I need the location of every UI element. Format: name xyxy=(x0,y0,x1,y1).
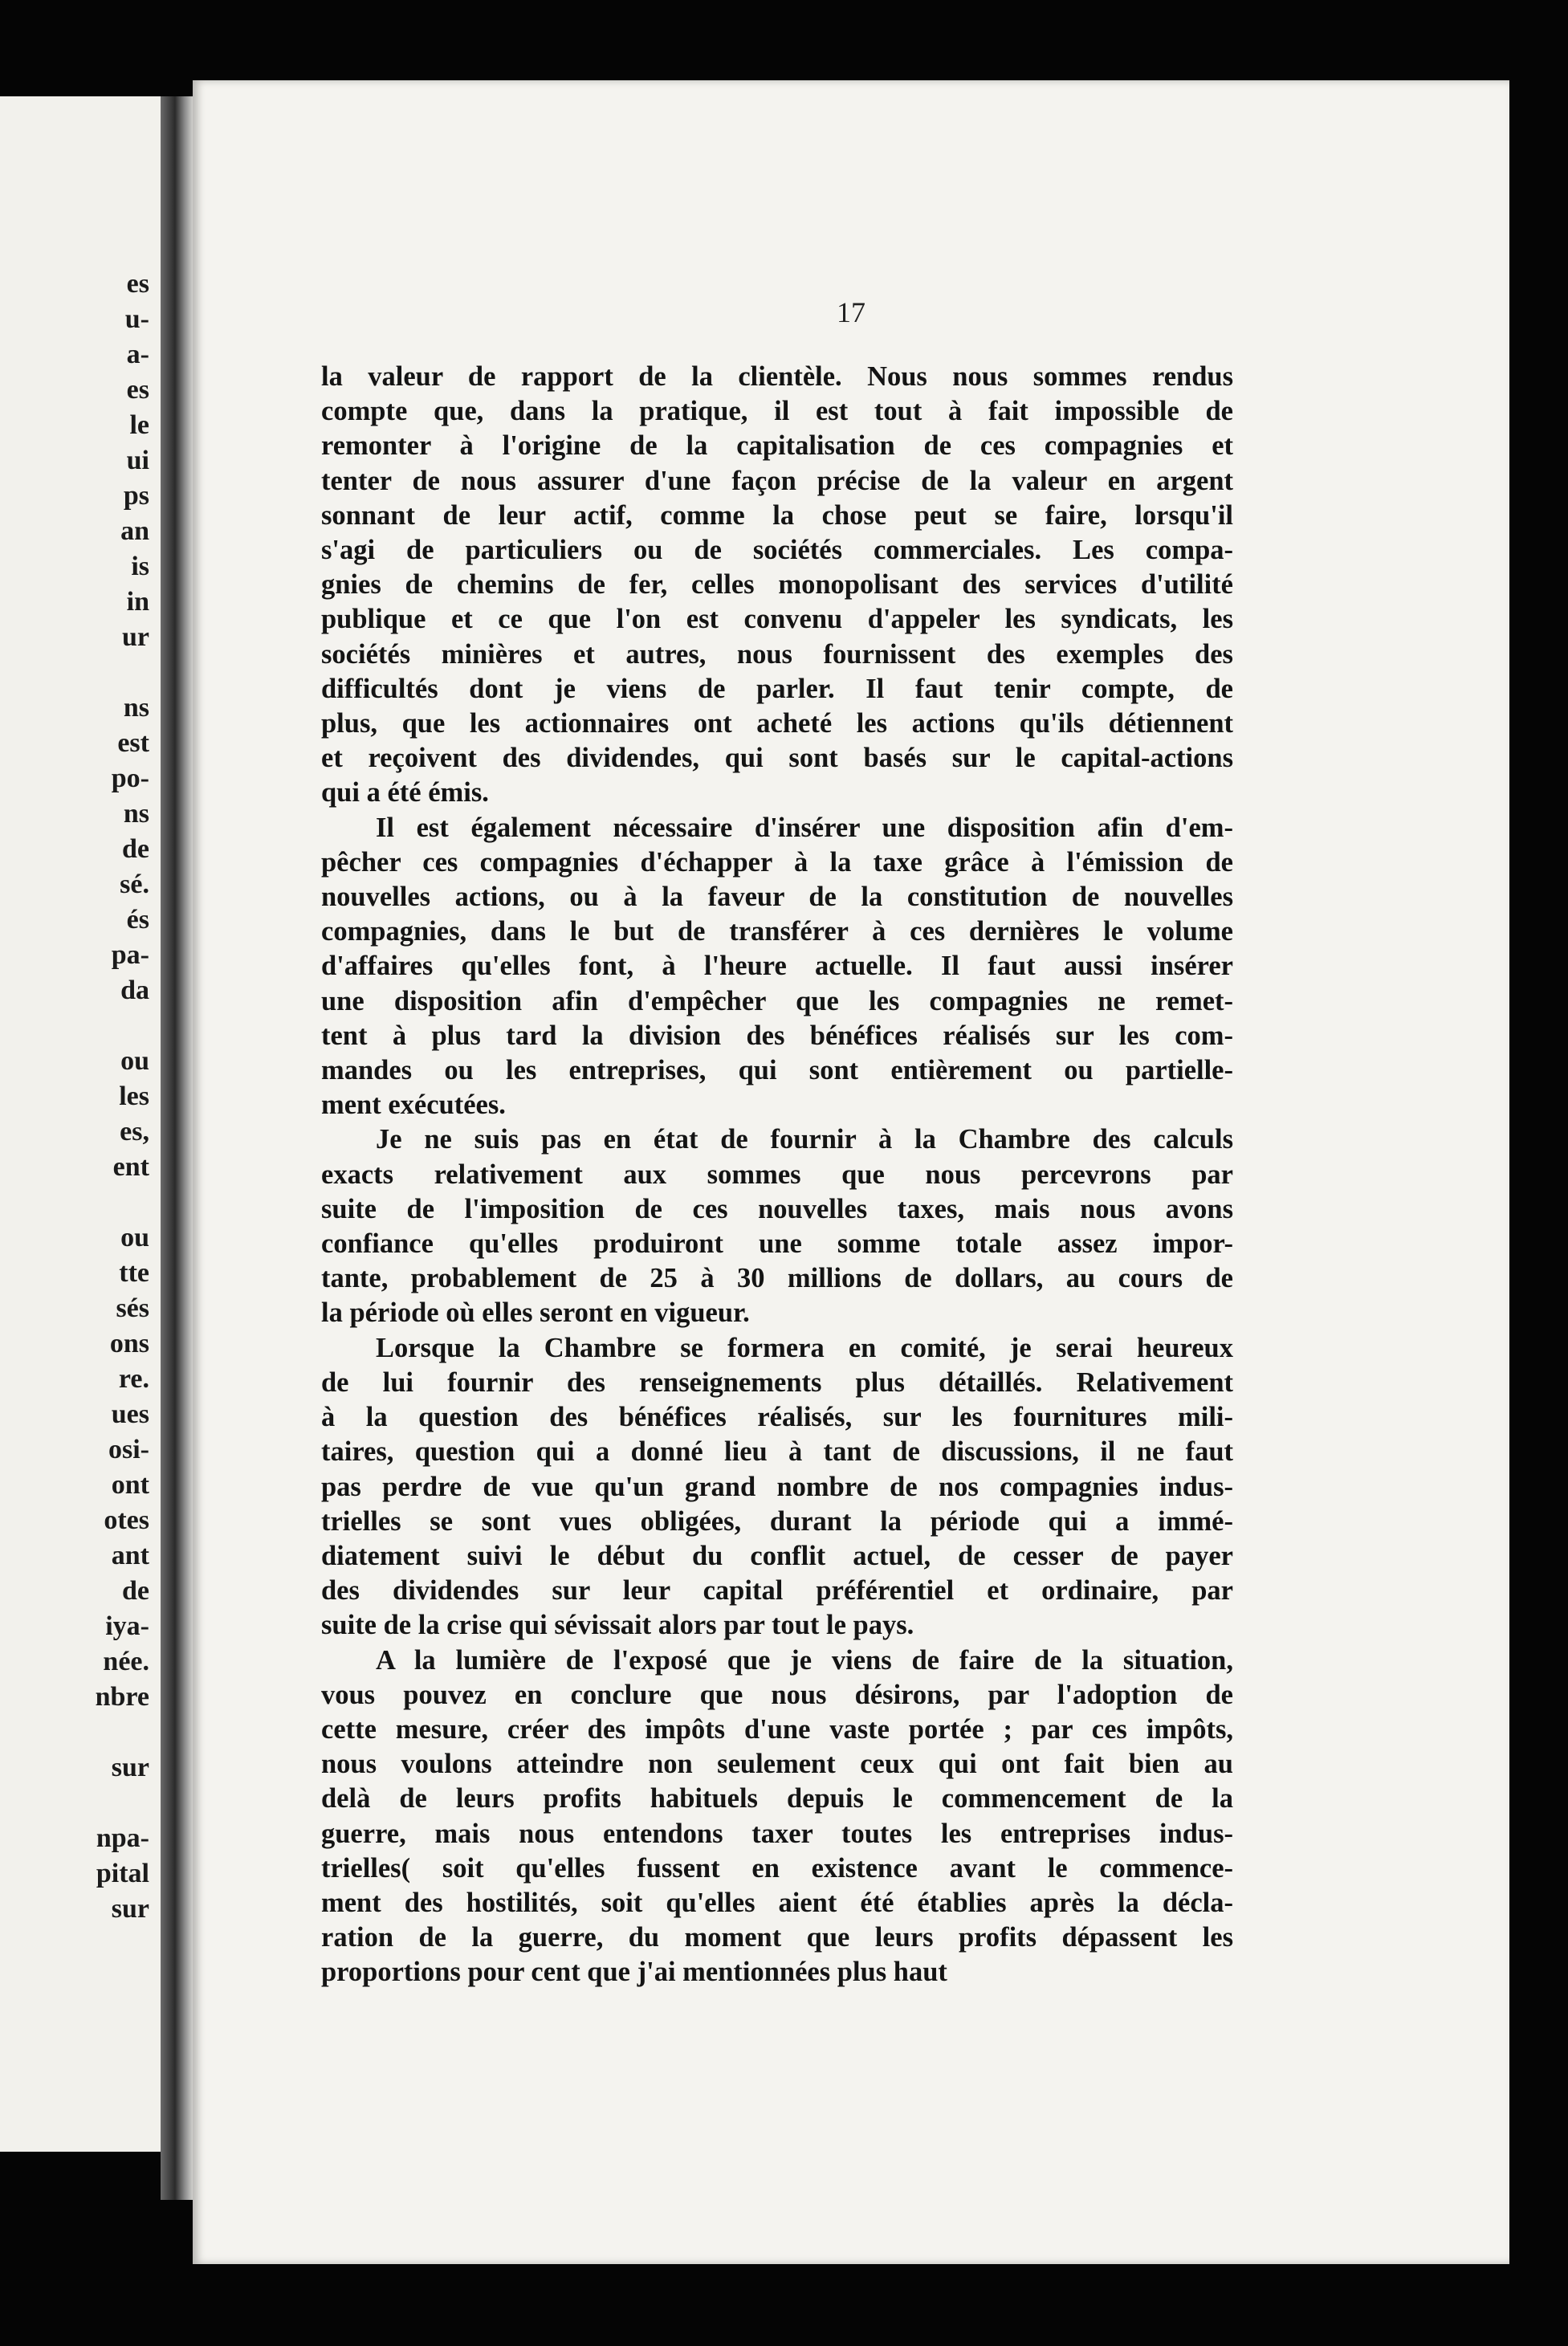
left-page-fragment: tte xyxy=(119,1258,149,1288)
left-page-fragment: da xyxy=(120,975,149,1005)
text-line: suite de l'imposition de ces nouvelles taxes, mais nous avons xyxy=(321,1193,1233,1224)
text-line: trielles( soit qu'elles fussent en existence avant le commence- xyxy=(321,1852,1233,1884)
left-page-fragment: ui xyxy=(126,446,149,475)
text-line: de lui fournir des renseignements plus détaillés. Relativement xyxy=(321,1366,1233,1398)
left-page-fragment: de xyxy=(122,1576,149,1606)
left-page-fragment: née. xyxy=(103,1647,149,1676)
left-page-fragment: ns xyxy=(123,799,149,829)
text-line: mandes ou les entreprises, qui sont entièrement ou partielle- xyxy=(321,1055,1233,1086)
text-line: nouvelles actions, ou à la faveur de la constitution de nouvelles xyxy=(321,882,1233,913)
text-line: ment exécutées. xyxy=(321,1090,506,1121)
text-line: difficultés dont je viens de parler. Il faut tenir compte, de xyxy=(321,673,1233,704)
text-line: tante, probablement de 25 à 30 millions de dollars, au cours de xyxy=(321,1263,1233,1294)
left-page-fragment: a- xyxy=(126,340,149,369)
left-page-fragment: ont xyxy=(111,1470,149,1500)
text-line: delà de leurs profits habituels depuis le commencement de la xyxy=(321,1783,1233,1814)
text-line: des dividendes sur leur capital préférentiel et ordinaire, par xyxy=(321,1575,1233,1607)
left-page-fragment: is xyxy=(131,552,149,581)
text-line: A la lumière de l'exposé que je viens de faire de la situation, xyxy=(376,1644,1233,1676)
text-line: Lorsque la Chambre se formera en comité, je serai heureux xyxy=(376,1332,1233,1363)
paragraph xyxy=(321,1122,1233,1330)
text-line: s'agi de particuliers ou de sociétés commerciales. Les compa- xyxy=(321,535,1233,566)
left-page-fragment: pital xyxy=(96,1859,149,1888)
text-line: pas perdre de vue qu'un grand nombre de nos compagnies indus- xyxy=(321,1471,1233,1502)
text-line: la période où elles seront en vigueur. xyxy=(321,1297,750,1329)
text-line: Je ne suis pas en état de fournir à la Chambre des calculs xyxy=(376,1124,1233,1155)
left-page-fragment: re. xyxy=(118,1364,149,1394)
left-page-fragment: ues xyxy=(111,1399,149,1429)
left-page-fragment: es xyxy=(126,375,149,405)
left-page-fragment: ns xyxy=(123,693,149,723)
left-page-fragment: est xyxy=(117,728,149,758)
left-page-fragment: iya- xyxy=(105,1611,149,1641)
paragraph xyxy=(321,360,1233,811)
left-page-fragment: ent xyxy=(112,1152,149,1182)
text-line: qui a été émis. xyxy=(321,777,489,808)
text-line: proportions pour cent que j'ai mentionnées plus haut xyxy=(321,1957,947,1988)
left-page-fragment: u- xyxy=(124,304,149,334)
text-line: taires, question qui a donné lieu à tant de discussions, il ne faut xyxy=(321,1436,1233,1468)
left-page-fragment: osi- xyxy=(108,1435,149,1464)
text-line: gnies de chemins de fer, celles monopolisant des services d'utilité xyxy=(321,569,1233,601)
left-page-fragment: in xyxy=(126,587,149,617)
left-page-fragment: es xyxy=(126,269,149,299)
text-line: sociétés minières et autres, nous fournissent des exemples des xyxy=(321,638,1233,670)
text-line: remonter à l'origine de la capitalisation de ces compagnies et xyxy=(321,430,1233,462)
text-line: confiance qu'elles produiront une somme totale assez impor- xyxy=(321,1228,1233,1260)
left-page-fragment: sé. xyxy=(120,870,149,899)
text-line: publique et ce que l'on est convenu d'appeler les syndicats, les xyxy=(321,604,1233,635)
text-line: vous pouvez en conclure que nous désirons, par l'adoption de xyxy=(321,1679,1233,1710)
left-page-fragment: és xyxy=(126,905,149,935)
text-line: compagnies, dans le but de transférer à ces dernières le volume xyxy=(321,916,1233,947)
left-page-fragment: ur xyxy=(122,622,149,652)
text-line: la valeur de rapport de la clientèle. Nous nous sommes rendus xyxy=(321,361,1233,392)
left-page-fragment: les xyxy=(119,1081,149,1111)
left-page-fragment: ps xyxy=(123,481,149,511)
left-page-fragment: es, xyxy=(120,1117,149,1147)
text-line: plus, que les actionnaires ont acheté les actions qu'ils détiennent xyxy=(321,708,1233,739)
left-page-fragment: sés xyxy=(116,1293,149,1323)
book-gutter xyxy=(161,96,193,2200)
text-line: ration de la guerre, du moment que leurs profits dépassent les xyxy=(321,1922,1233,1953)
left-page-fragment: le xyxy=(129,410,149,440)
text-line: cette mesure, créer des impôts d'une vaste portée ; par ces impôts, xyxy=(321,1713,1233,1745)
text-line: suite de la crise qui sévissait alors par tout le pays. xyxy=(321,1610,914,1641)
text-line: exacts relativement aux sommes que nous percevrons par xyxy=(321,1159,1233,1190)
text-line: tent à plus tard la division des bénéfices réalisés sur les com- xyxy=(321,1020,1233,1051)
text-line: à la question des bénéfices réalisés, sur les fournitures mili- xyxy=(321,1402,1233,1433)
paragraph xyxy=(321,1643,1233,1990)
left-page-fragment: ant xyxy=(111,1541,149,1570)
text-line: tenter de nous assurer d'une façon précise de la valeur en argent xyxy=(321,465,1233,496)
text-line: trielles se sont vues obligées, durant la période qui a immé- xyxy=(321,1505,1233,1537)
paragraph xyxy=(321,1331,1233,1643)
left-page-fragment: otes xyxy=(104,1505,149,1535)
text-line: compte que, dans la pratique, il est tout à fait impossible de xyxy=(321,396,1233,427)
left-page-fragment: pa- xyxy=(111,940,149,970)
text-line: et reçoivent des dividendes, qui sont basés sur le capital-actions xyxy=(321,743,1233,774)
left-page-fragment: sur xyxy=(111,1894,149,1924)
body-text xyxy=(321,360,1233,1990)
text-line: d'affaires qu'elles font, à l'heure actuelle. Il faut aussi insérer xyxy=(321,951,1233,982)
text-line: ment des hostilités, soit qu'elles aient été établies après la décla- xyxy=(321,1887,1233,1918)
left-page-fragment: npa- xyxy=(96,1823,149,1853)
left-page-fragment: ons xyxy=(109,1329,149,1358)
page-number: 17 xyxy=(837,296,865,328)
left-page-fragment: po- xyxy=(111,764,149,793)
right-page xyxy=(193,80,1509,2264)
left-page-fragment: sur xyxy=(111,1753,149,1782)
left-page-fragment: de xyxy=(122,834,149,864)
text-line: sonnant de leur actif, comme la chose peut se faire, lorsqu'il xyxy=(321,499,1233,531)
left-page-fragment: an xyxy=(120,516,149,546)
left-page-fragment: ou xyxy=(120,1223,149,1252)
left-page-edge xyxy=(0,96,161,2152)
paragraph xyxy=(321,811,1233,1123)
left-page-fragment: ou xyxy=(120,1046,149,1076)
left-page-fragment: nbre xyxy=(95,1682,149,1712)
text-line: pêcher ces compagnies d'échapper à la taxe grâce à l'émission de xyxy=(321,846,1233,878)
text-line: une disposition afin d'empêcher que les compagnies ne remet- xyxy=(321,985,1233,1016)
text-line: Il est également nécessaire d'insérer une disposition afin d'em- xyxy=(376,812,1233,843)
text-line: nous voulons atteindre non seulement ceux qui ont fait bien au xyxy=(321,1749,1233,1780)
text-line: guerre, mais nous entendons taxer toutes les entreprises indus- xyxy=(321,1818,1233,1849)
text-line: diatement suivi le début du conflit actuel, de cesser de payer xyxy=(321,1540,1233,1571)
